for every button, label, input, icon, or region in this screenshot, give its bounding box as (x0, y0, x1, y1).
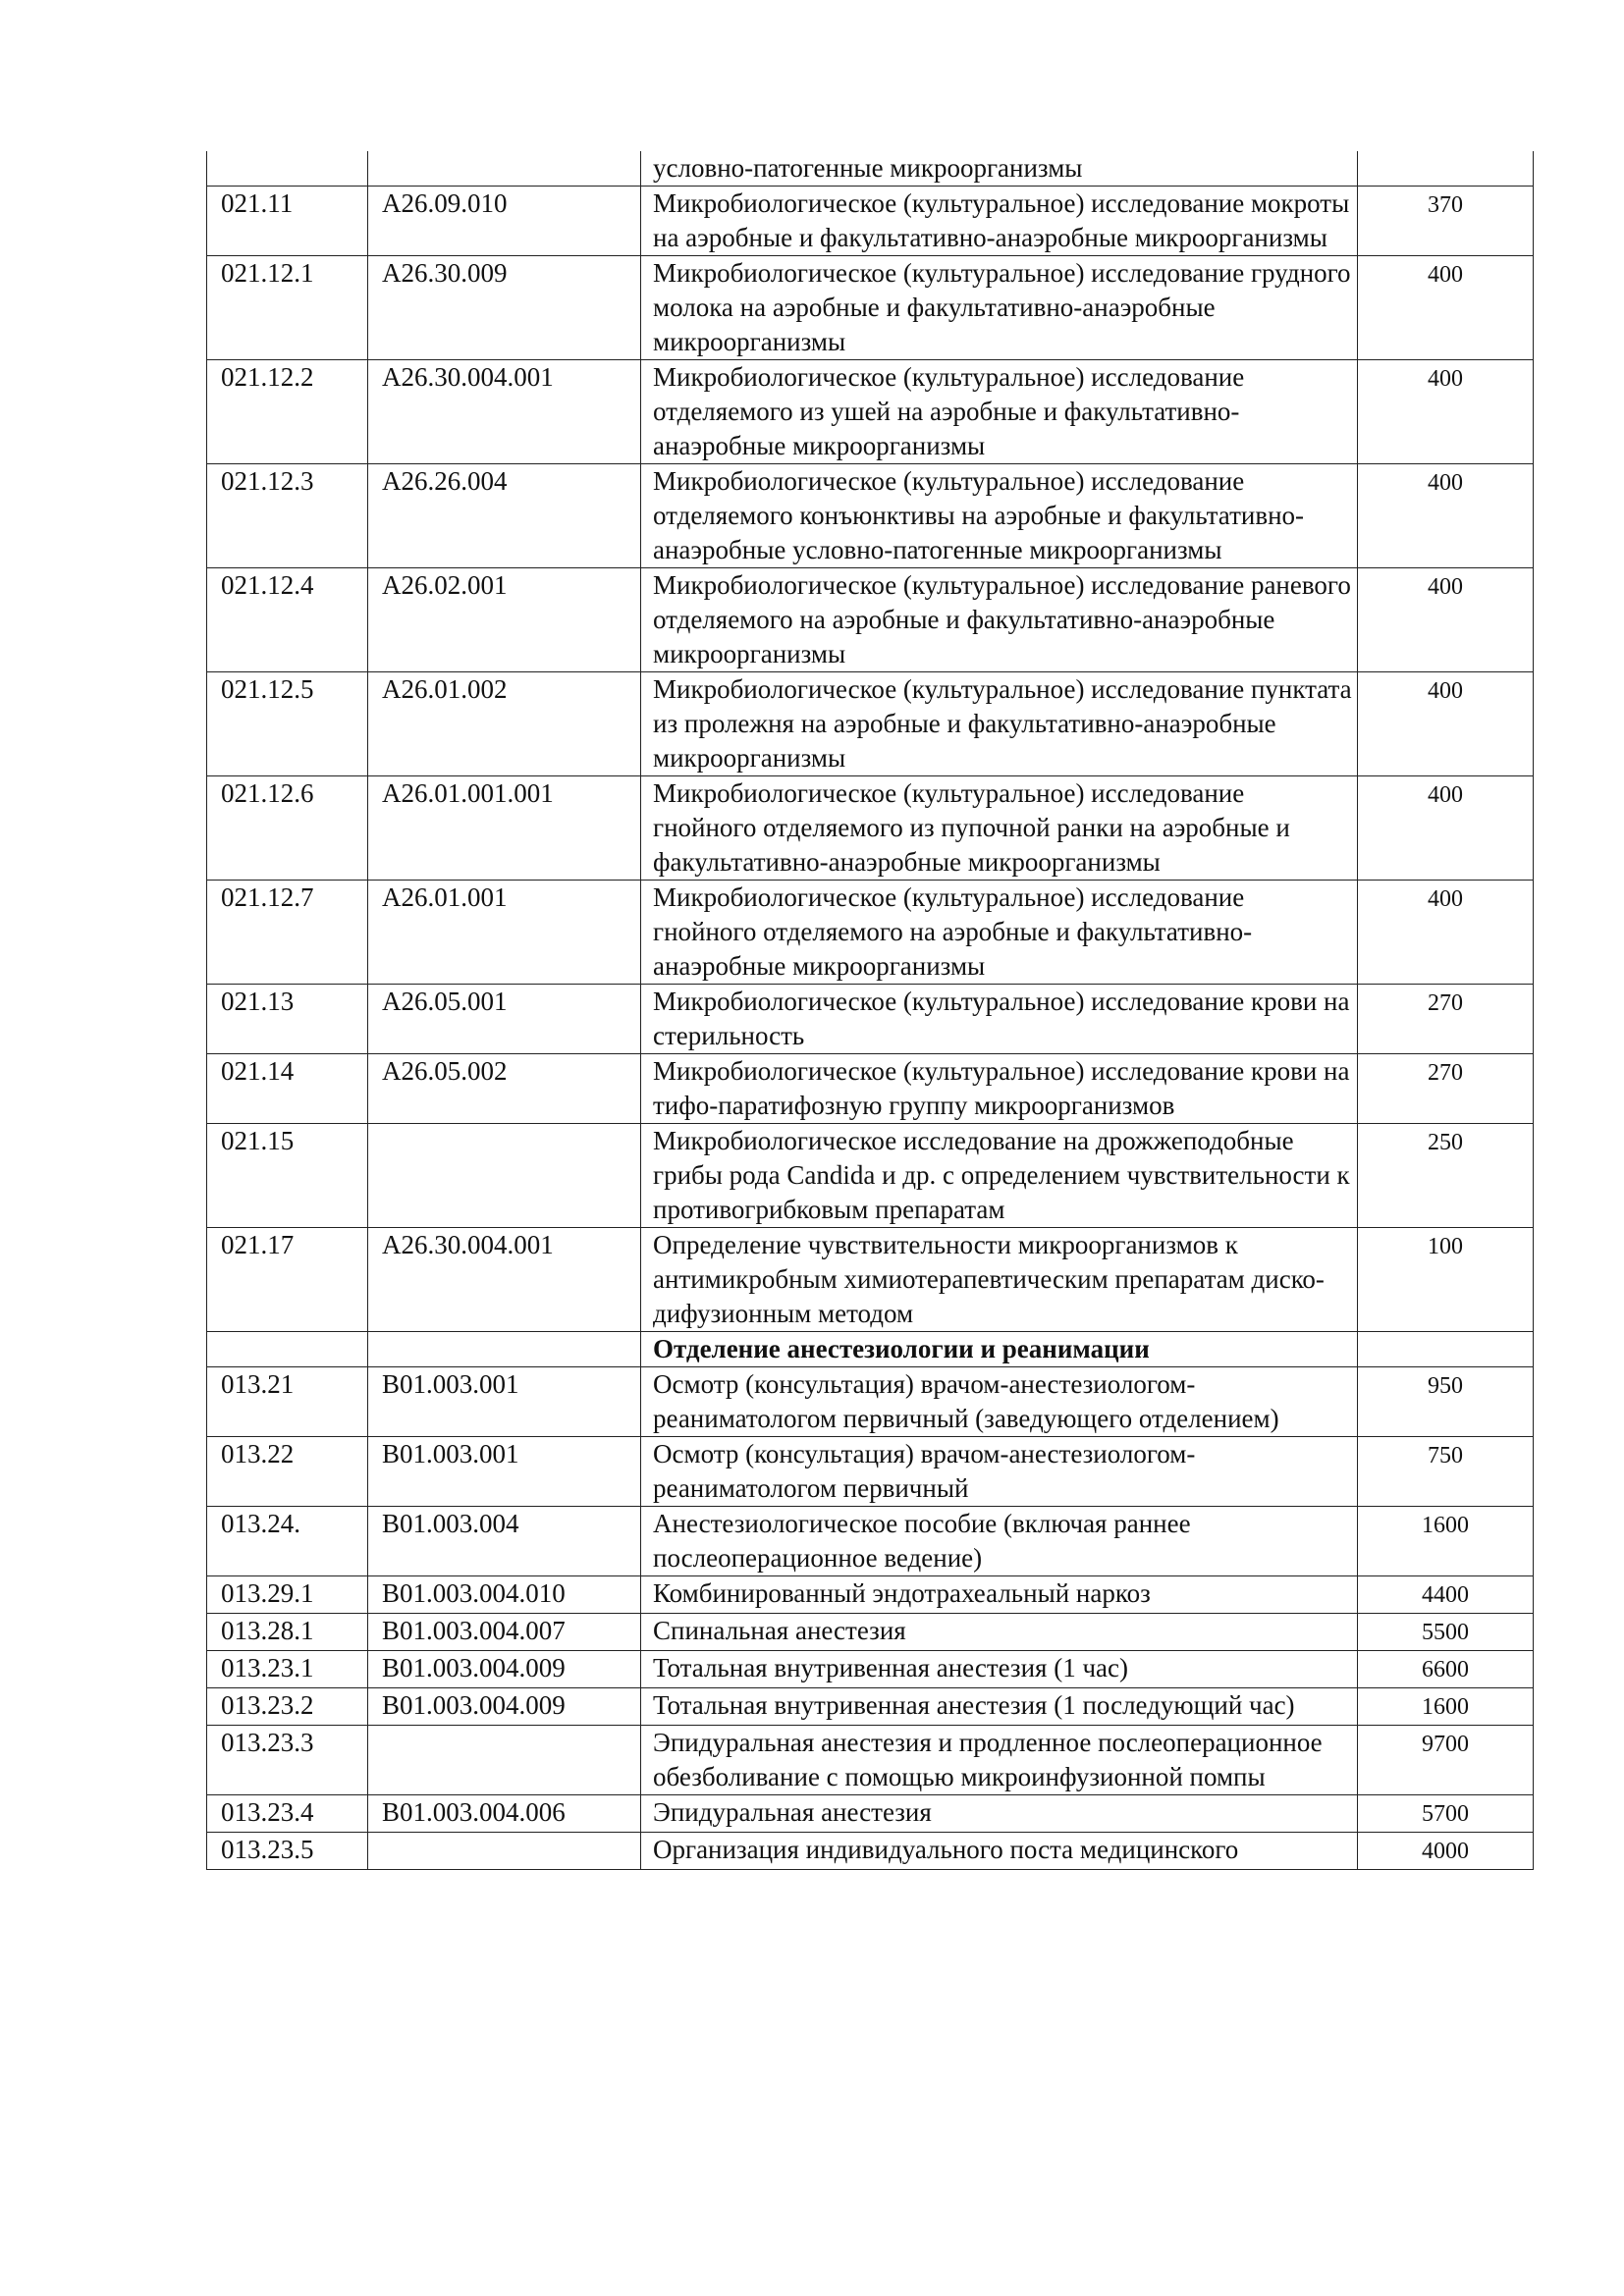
service-name-cell: Организация индивидуального поста медицинского (641, 1833, 1358, 1870)
service-name-cell: Микробиологическое (культуральное) исследование мокроты на аэробные и факультативно-анаэробные микроорганизмы (641, 187, 1358, 256)
table-row (207, 1367, 1534, 1437)
service-code-cell: В01.003.004 (368, 1507, 641, 1576)
price-cell: 370 (1358, 187, 1534, 256)
price-cell: 400 (1358, 881, 1534, 985)
table-row (207, 360, 1534, 464)
service-name-cell: Микробиологическое (культуральное) исследование крови на тифо-паратифозную группу микроорганизмов (641, 1054, 1358, 1124)
price-cell: 400 (1358, 464, 1534, 568)
service-code-cell (368, 151, 641, 187)
service-number-cell: 021.17 (207, 1228, 368, 1332)
service-name-cell: условно-патогенные микроорганизмы (641, 151, 1358, 187)
price-cell: 1600 (1358, 1507, 1534, 1576)
service-code-cell: В01.003.001 (368, 1437, 641, 1507)
price-cell: 400 (1358, 672, 1534, 776)
service-name-cell: Спинальная анестезия (641, 1614, 1358, 1651)
table-row (207, 1726, 1534, 1795)
table-row (207, 464, 1534, 568)
table-row (207, 151, 1534, 187)
service-number-cell: 013.21 (207, 1367, 368, 1437)
service-code-cell (368, 1124, 641, 1228)
table-row (207, 1228, 1534, 1332)
service-code-cell: В01.003.001 (368, 1367, 641, 1437)
service-code-cell: В01.003.004.006 (368, 1795, 641, 1833)
service-code-cell: А26.05.002 (368, 1054, 641, 1124)
price-cell: 270 (1358, 1054, 1534, 1124)
service-name-cell: Определение чувствительности микроорганизмов к антимикробным химиотерапевтическим препаратам диско-дифузионным методом (641, 1228, 1358, 1332)
service-name-cell: Тотальная внутривенная анестезия (1 последующий час) (641, 1688, 1358, 1726)
service-number-cell: 013.23.4 (207, 1795, 368, 1833)
service-name-cell: Эпидуральная анестезия и продленное послеоперационное обезболивание с помощью микроинфузионной помпы (641, 1726, 1358, 1795)
service-number-cell (207, 151, 368, 187)
service-number-cell: 013.23.2 (207, 1688, 368, 1726)
price-cell: 1600 (1358, 1688, 1534, 1726)
price-cell: 250 (1358, 1124, 1534, 1228)
service-name-cell: Отделение анестезиологии и реанимации (641, 1332, 1358, 1367)
service-number-cell: 013.28.1 (207, 1614, 368, 1651)
service-code-cell (368, 1332, 641, 1367)
service-name-cell: Микробиологическое (культуральное) исследование отделяемого конъюнктивы на аэробные и факультативно-анаэробные условно-патогенные микроорганизмы (641, 464, 1358, 568)
table-row (207, 881, 1534, 985)
service-name-cell: Эпидуральная анестезия (641, 1795, 1358, 1833)
service-number-cell: 013.23.1 (207, 1651, 368, 1688)
price-cell: 9700 (1358, 1726, 1534, 1795)
table-row (207, 1833, 1534, 1870)
service-code-cell: А26.09.010 (368, 187, 641, 256)
service-number-cell: 013.24. (207, 1507, 368, 1576)
table-row (207, 1054, 1534, 1124)
section-header-row (207, 1332, 1534, 1367)
service-code-cell: А26.01.001 (368, 881, 641, 985)
price-cell (1358, 1332, 1534, 1367)
table-row (207, 985, 1534, 1054)
table-row (207, 776, 1534, 881)
price-cell: 750 (1358, 1437, 1534, 1507)
service-code-cell (368, 1726, 641, 1795)
service-name-cell: Микробиологическое исследование на дрожжеподобные грибы рода Candida и др. с определением чувствительности к противогрибковым препаратам (641, 1124, 1358, 1228)
service-number-cell: 013.22 (207, 1437, 368, 1507)
service-code-cell: А26.01.001.001 (368, 776, 641, 881)
service-number-cell: 021.12.3 (207, 464, 368, 568)
price-cell: 100 (1358, 1228, 1534, 1332)
table-row (207, 1651, 1534, 1688)
service-code-cell: В01.003.004.010 (368, 1576, 641, 1614)
service-number-cell: 013.23.5 (207, 1833, 368, 1870)
service-name-cell: Комбинированный эндотрахеальный наркоз (641, 1576, 1358, 1614)
service-code-cell: А26.30.004.001 (368, 360, 641, 464)
service-code-cell: А26.05.001 (368, 985, 641, 1054)
price-cell: 400 (1358, 256, 1534, 360)
price-cell: 270 (1358, 985, 1534, 1054)
table-row (207, 1437, 1534, 1507)
service-name-cell: Микробиологическое (культуральное) исследование гнойного отделяемого на аэробные и факультативно-анаэробные микроорганизмы (641, 881, 1358, 985)
price-cell: 4000 (1358, 1833, 1534, 1870)
service-number-cell: 021.13 (207, 985, 368, 1054)
price-list-body (207, 151, 1534, 1870)
service-number-cell: 021.12.4 (207, 568, 368, 672)
table-row (207, 1576, 1534, 1614)
service-number-cell (207, 1332, 368, 1367)
service-number-cell: 013.23.3 (207, 1726, 368, 1795)
service-number-cell: 021.11 (207, 187, 368, 256)
service-code-cell: В01.003.004.009 (368, 1688, 641, 1726)
service-name-cell: Осмотр (консультация) врачом-анестезиологом-реаниматологом первичный (641, 1437, 1358, 1507)
price-cell: 400 (1358, 360, 1534, 464)
service-code-cell: А26.01.002 (368, 672, 641, 776)
service-number-cell: 021.12.6 (207, 776, 368, 881)
service-code-cell: А26.02.001 (368, 568, 641, 672)
service-name-cell: Микробиологическое (культуральное) исследование гнойного отделяемого из пупочной ранки на аэробные и факультативно-анаэробные микроорганизмы (641, 776, 1358, 881)
service-name-cell: Микробиологическое (культуральное) исследование крови на стерильность (641, 985, 1358, 1054)
service-name-cell: Микробиологическое (культуральное) исследование отделяемого из ушей на аэробные и факультативно-анаэробные микроорганизмы (641, 360, 1358, 464)
service-name-cell: Микробиологическое (культуральное) исследование грудного молока на аэробные и факультативно-анаэробные микроорганизмы (641, 256, 1358, 360)
service-code-cell: А26.30.004.001 (368, 1228, 641, 1332)
price-cell: 400 (1358, 568, 1534, 672)
price-cell: 5700 (1358, 1795, 1534, 1833)
service-code-cell (368, 1833, 641, 1870)
service-name-cell: Микробиологическое (культуральное) исследование пунктата из пролежня на аэробные и факультативно-анаэробные микроорганизмы (641, 672, 1358, 776)
service-code-cell: В01.003.004.007 (368, 1614, 641, 1651)
service-name-cell: Осмотр (консультация) врачом-анестезиологом-реаниматологом первичный (заведующего отделением) (641, 1367, 1358, 1437)
price-cell: 4400 (1358, 1576, 1534, 1614)
service-code-cell: В01.003.004.009 (368, 1651, 641, 1688)
price-cell: 950 (1358, 1367, 1534, 1437)
service-number-cell: 021.12.1 (207, 256, 368, 360)
table-row (207, 1124, 1534, 1228)
service-number-cell: 013.29.1 (207, 1576, 368, 1614)
service-name-cell: Тотальная внутривенная анестезия (1 час) (641, 1651, 1358, 1688)
service-code-cell: А26.26.004 (368, 464, 641, 568)
service-number-cell: 021.12.7 (207, 881, 368, 985)
service-number-cell: 021.15 (207, 1124, 368, 1228)
service-number-cell: 021.12.2 (207, 360, 368, 464)
price-cell: 5500 (1358, 1614, 1534, 1651)
service-number-cell: 021.12.5 (207, 672, 368, 776)
service-number-cell: 021.14 (207, 1054, 368, 1124)
price-cell (1358, 151, 1534, 187)
table-row (207, 1507, 1534, 1576)
service-name-cell: Анестезиологическое пособие (включая раннее послеоперационное ведение) (641, 1507, 1358, 1576)
price-cell: 6600 (1358, 1651, 1534, 1688)
table-row (207, 256, 1534, 360)
service-name-cell: Микробиологическое (культуральное) исследование раневого отделяемого на аэробные и факультативно-анаэробные микроорганизмы (641, 568, 1358, 672)
price-list-table (206, 151, 1534, 1870)
price-cell: 400 (1358, 776, 1534, 881)
table-row (207, 1614, 1534, 1651)
table-row (207, 568, 1534, 672)
table-row (207, 672, 1534, 776)
table-row (207, 1688, 1534, 1726)
service-code-cell: А26.30.009 (368, 256, 641, 360)
table-row (207, 187, 1534, 256)
table-row (207, 1795, 1534, 1833)
